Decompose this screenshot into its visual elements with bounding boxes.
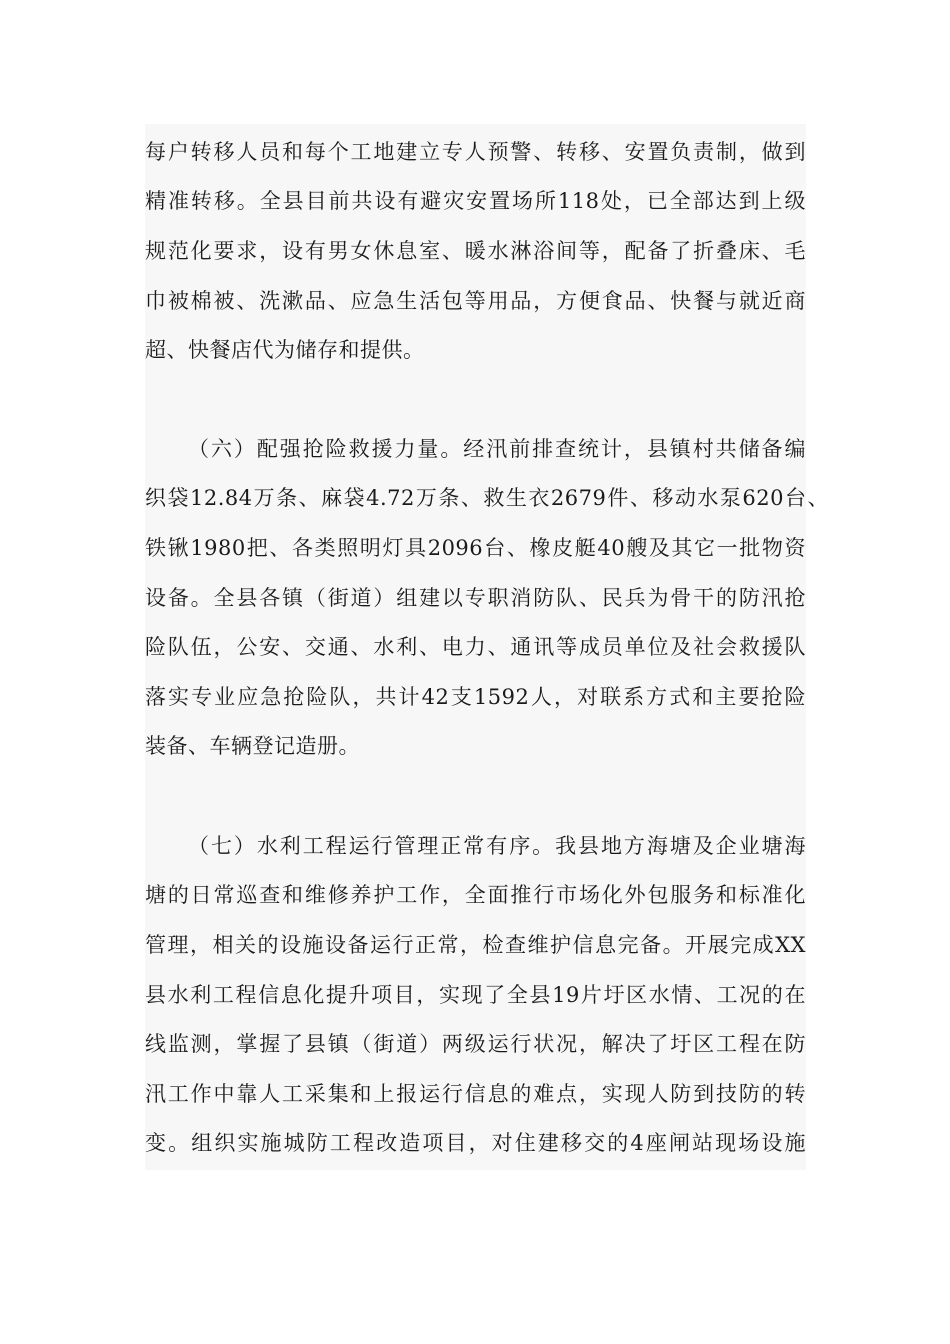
paragraph-line: 装备、车辆登记造册。 bbox=[145, 734, 360, 758]
paragraph-line: 变。组织实施城防工程改造项目，对住建移交的4座闸站现场设施 bbox=[145, 1131, 806, 1155]
paragraph-line: 线监测，掌握了县镇（街道）两级运行状况，解决了圩区工程在防 bbox=[145, 1032, 806, 1056]
paragraph-line: 超、快餐店代为储存和提供。 bbox=[145, 338, 425, 362]
paragraph-line: 塘的日常巡查和维修养护工作，全面推行市场化外包服务和标准化 bbox=[145, 883, 806, 907]
paragraph-line: 精准转移。全县目前共设有避灾安置场所118处，已全部达到上级 bbox=[145, 189, 806, 213]
paragraph-heading-line: （七）水利工程运行管理正常有序。我县地方海塘及企业塘海 bbox=[188, 834, 806, 858]
paragraph-line: 落实专业应急抢险队，共计42支1592人，对联系方式和主要抢险 bbox=[145, 685, 806, 709]
paragraph-line: 险队伍，公安、交通、水利、电力、通讯等成员单位及社会救援队 bbox=[145, 635, 806, 659]
paragraph-line: 巾被棉被、洗漱品、应急生活包等用品，方便食品、快餐与就近商 bbox=[145, 289, 806, 313]
paragraph-line: 汛工作中靠人工采集和上报运行信息的难点，实现人防到技防的转 bbox=[145, 1082, 806, 1106]
paragraph-heading-line: （六）配强抢险救援力量。经汛前排查统计，县镇村共储备编 bbox=[188, 437, 806, 461]
paragraph-line: 织袋12.84万条、麻袋4.72万条、救生衣2679件、移动水泵620台、 bbox=[145, 486, 829, 510]
paragraph-line: 设备。全县各镇（街道）组建以专职消防队、民兵为骨干的防汛抢 bbox=[145, 586, 806, 610]
paragraph-line: 管理，相关的设施设备运行正常，检查维护信息完备。开展完成XX bbox=[145, 933, 806, 957]
paragraph-line: 县水利工程信息化提升项目，实现了全县19片圩区水情、工况的在 bbox=[145, 983, 806, 1007]
paragraph-line: 规范化要求，设有男女休息室、暖水淋浴间等，配备了折叠床、毛 bbox=[145, 239, 806, 263]
paragraph-line: 每户转移人员和每个工地建立专人预警、转移、安置负责制，做到 bbox=[145, 140, 806, 164]
paragraph-line: 铁锹1980把、各类照明灯具2096台、橡皮艇40艘及其它一批物资 bbox=[145, 536, 806, 560]
